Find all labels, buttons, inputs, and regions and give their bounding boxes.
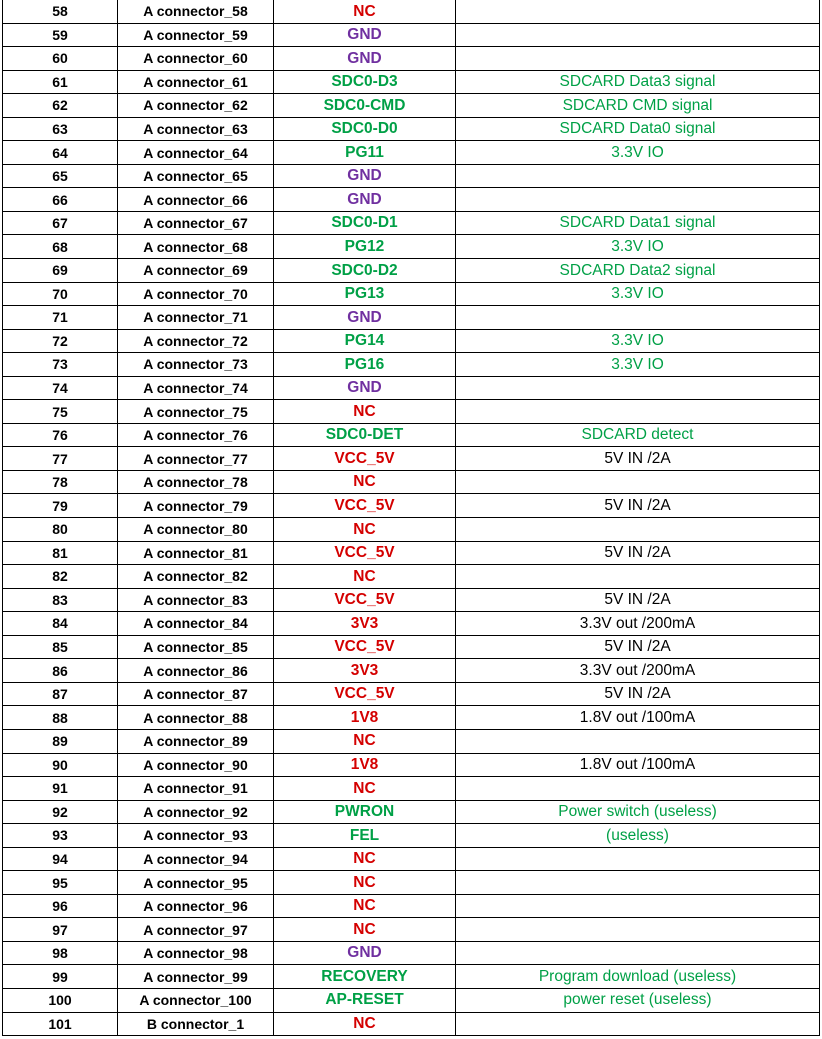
- connector-name-cell: A connector_62: [118, 94, 274, 118]
- pin-number-cell: 86: [3, 659, 118, 683]
- table-row: [3, 706, 820, 730]
- table-row: [3, 259, 820, 283]
- connector-name-cell: A connector_93: [118, 824, 274, 848]
- signal-name-cell: SDC0-DET: [274, 423, 456, 447]
- pin-number-cell: 100: [3, 988, 118, 1012]
- signal-name-cell: 1V8: [274, 753, 456, 777]
- signal-name-cell: GND: [274, 941, 456, 965]
- signal-description-cell: 1.8V out /100mA: [456, 753, 820, 777]
- signal-description-cell: power reset (useless): [456, 988, 820, 1012]
- table-row: [3, 659, 820, 683]
- pin-number-cell: 73: [3, 353, 118, 377]
- table-row: [3, 753, 820, 777]
- signal-name-cell: VCC_5V: [274, 635, 456, 659]
- signal-description-cell: 3.3V out /200mA: [456, 659, 820, 683]
- pin-number-cell: 62: [3, 94, 118, 118]
- pin-number-cell: 69: [3, 259, 118, 283]
- table-row: [3, 494, 820, 518]
- signal-description-cell: SDCARD detect: [456, 423, 820, 447]
- signal-description-cell: [456, 777, 820, 801]
- signal-name-cell: VCC_5V: [274, 588, 456, 612]
- pin-number-cell: 101: [3, 1012, 118, 1036]
- signal-name-cell: AP-RESET: [274, 988, 456, 1012]
- connector-name-cell: A connector_78: [118, 470, 274, 494]
- signal-description-cell: [456, 23, 820, 47]
- pin-number-cell: 67: [3, 211, 118, 235]
- signal-description-cell: [456, 871, 820, 895]
- connector-name-cell: A connector_75: [118, 400, 274, 424]
- table-row: [3, 70, 820, 94]
- signal-description-cell: 5V IN /2A: [456, 588, 820, 612]
- table-row: [3, 94, 820, 118]
- connector-name-cell: A connector_69: [118, 259, 274, 283]
- table-row: [3, 376, 820, 400]
- signal-name-cell: NC: [274, 518, 456, 542]
- pin-number-cell: 80: [3, 518, 118, 542]
- signal-name-cell: 3V3: [274, 612, 456, 636]
- connector-name-cell: A connector_71: [118, 306, 274, 330]
- table-row: [3, 941, 820, 965]
- connector-name-cell: A connector_59: [118, 23, 274, 47]
- signal-description-cell: 3.3V IO: [456, 329, 820, 353]
- pin-number-cell: 93: [3, 824, 118, 848]
- connector-name-cell: A connector_76: [118, 423, 274, 447]
- pin-number-cell: 83: [3, 588, 118, 612]
- signal-name-cell: RECOVERY: [274, 965, 456, 989]
- signal-name-cell: NC: [274, 871, 456, 895]
- signal-name-cell: SDC0-D3: [274, 70, 456, 94]
- signal-description-cell: 3.3V IO: [456, 141, 820, 165]
- connector-name-cell: A connector_72: [118, 329, 274, 353]
- table-row: [3, 188, 820, 212]
- signal-name-cell: 3V3: [274, 659, 456, 683]
- connector-name-cell: A connector_63: [118, 117, 274, 141]
- pin-number-cell: 59: [3, 23, 118, 47]
- signal-description-cell: SDCARD Data1 signal: [456, 211, 820, 235]
- signal-name-cell: NC: [274, 1012, 456, 1036]
- connector-name-cell: A connector_94: [118, 847, 274, 871]
- signal-description-cell: 5V IN /2A: [456, 635, 820, 659]
- pin-number-cell: 70: [3, 282, 118, 306]
- connector-name-cell: A connector_82: [118, 565, 274, 589]
- table-row: [3, 988, 820, 1012]
- table-row: [3, 729, 820, 753]
- table-row: [3, 894, 820, 918]
- signal-name-cell: GND: [274, 188, 456, 212]
- connector-name-cell: A connector_97: [118, 918, 274, 942]
- signal-name-cell: NC: [274, 918, 456, 942]
- pin-number-cell: 79: [3, 494, 118, 518]
- table-row: [3, 871, 820, 895]
- table-row: [3, 682, 820, 706]
- table-row: [3, 1012, 820, 1036]
- pin-number-cell: 71: [3, 306, 118, 330]
- pin-number-cell: 81: [3, 541, 118, 565]
- table-row: [3, 211, 820, 235]
- table-row: [3, 47, 820, 71]
- table-row: [3, 565, 820, 589]
- signal-name-cell: NC: [274, 565, 456, 589]
- connector-name-cell: A connector_73: [118, 353, 274, 377]
- signal-name-cell: GND: [274, 306, 456, 330]
- table-row: [3, 541, 820, 565]
- pin-number-cell: 84: [3, 612, 118, 636]
- table-row: [3, 353, 820, 377]
- signal-name-cell: NC: [274, 894, 456, 918]
- pin-number-cell: 64: [3, 141, 118, 165]
- pin-number-cell: 87: [3, 682, 118, 706]
- connector-name-cell: A connector_98: [118, 941, 274, 965]
- signal-name-cell: VCC_5V: [274, 494, 456, 518]
- pin-number-cell: 85: [3, 635, 118, 659]
- signal-name-cell: NC: [274, 0, 456, 23]
- table-row: [3, 23, 820, 47]
- signal-description-cell: 5V IN /2A: [456, 494, 820, 518]
- pin-number-cell: 68: [3, 235, 118, 259]
- table-row: [3, 918, 820, 942]
- pin-number-cell: 88: [3, 706, 118, 730]
- signal-description-cell: Program download (useless): [456, 965, 820, 989]
- table-row: [3, 306, 820, 330]
- pin-number-cell: 75: [3, 400, 118, 424]
- table-row: [3, 518, 820, 542]
- signal-name-cell: VCC_5V: [274, 682, 456, 706]
- connector-name-cell: A connector_68: [118, 235, 274, 259]
- pin-number-cell: 76: [3, 423, 118, 447]
- signal-name-cell: VCC_5V: [274, 447, 456, 471]
- signal-description-cell: [456, 894, 820, 918]
- connector-name-cell: A connector_74: [118, 376, 274, 400]
- signal-description-cell: [456, 306, 820, 330]
- signal-name-cell: SDC0-CMD: [274, 94, 456, 118]
- signal-description-cell: [456, 376, 820, 400]
- connector-name-cell: A connector_99: [118, 965, 274, 989]
- connector-name-cell: A connector_70: [118, 282, 274, 306]
- pin-number-cell: 91: [3, 777, 118, 801]
- connector-name-cell: A connector_83: [118, 588, 274, 612]
- pin-number-cell: 72: [3, 329, 118, 353]
- signal-description-cell: 5V IN /2A: [456, 541, 820, 565]
- table-row: [3, 612, 820, 636]
- signal-description-cell: [456, 918, 820, 942]
- signal-description-cell: (useless): [456, 824, 820, 848]
- table-row: [3, 847, 820, 871]
- signal-name-cell: VCC_5V: [274, 541, 456, 565]
- table-row: [3, 800, 820, 824]
- signal-name-cell: PG14: [274, 329, 456, 353]
- connector-name-cell: A connector_84: [118, 612, 274, 636]
- signal-description-cell: [456, 941, 820, 965]
- signal-description-cell: 1.8V out /100mA: [456, 706, 820, 730]
- signal-name-cell: FEL: [274, 824, 456, 848]
- pin-number-cell: 65: [3, 164, 118, 188]
- table-row: [3, 635, 820, 659]
- connector-name-cell: A connector_92: [118, 800, 274, 824]
- signal-name-cell: PG12: [274, 235, 456, 259]
- pin-number-cell: 74: [3, 376, 118, 400]
- signal-description-cell: 3.3V IO: [456, 235, 820, 259]
- pin-table-body: [3, 0, 820, 1036]
- signal-name-cell: SDC0-D0: [274, 117, 456, 141]
- pin-number-cell: 97: [3, 918, 118, 942]
- pin-number-cell: 90: [3, 753, 118, 777]
- signal-name-cell: PG16: [274, 353, 456, 377]
- signal-description-cell: [456, 729, 820, 753]
- connector-name-cell: A connector_58: [118, 0, 274, 23]
- connector-name-cell: A connector_77: [118, 447, 274, 471]
- table-row: [3, 117, 820, 141]
- signal-description-cell: [456, 565, 820, 589]
- signal-description-cell: [456, 400, 820, 424]
- connector-name-cell: B connector_1: [118, 1012, 274, 1036]
- connector-name-cell: A connector_85: [118, 635, 274, 659]
- table-row: [3, 588, 820, 612]
- signal-description-cell: [456, 47, 820, 71]
- signal-description-cell: Power switch (useless): [456, 800, 820, 824]
- signal-description-cell: [456, 470, 820, 494]
- table-row: [3, 164, 820, 188]
- connector-name-cell: A connector_95: [118, 871, 274, 895]
- table-row: [3, 329, 820, 353]
- signal-name-cell: NC: [274, 729, 456, 753]
- signal-name-cell: NC: [274, 777, 456, 801]
- signal-name-cell: GND: [274, 23, 456, 47]
- signal-description-cell: 5V IN /2A: [456, 447, 820, 471]
- pin-number-cell: 66: [3, 188, 118, 212]
- table-row: [3, 965, 820, 989]
- table-row: [3, 470, 820, 494]
- signal-description-cell: SDCARD Data0 signal: [456, 117, 820, 141]
- signal-name-cell: NC: [274, 470, 456, 494]
- connector-name-cell: A connector_81: [118, 541, 274, 565]
- signal-description-cell: 3.3V IO: [456, 282, 820, 306]
- table-row: [3, 282, 820, 306]
- signal-description-cell: 3.3V out /200mA: [456, 612, 820, 636]
- signal-description-cell: SDCARD Data3 signal: [456, 70, 820, 94]
- signal-name-cell: NC: [274, 847, 456, 871]
- table-row: [3, 235, 820, 259]
- connector-name-cell: A connector_91: [118, 777, 274, 801]
- table-row: [3, 0, 820, 23]
- table-row: [3, 447, 820, 471]
- connector-name-cell: A connector_61: [118, 70, 274, 94]
- signal-name-cell: NC: [274, 400, 456, 424]
- connector-name-cell: A connector_80: [118, 518, 274, 542]
- signal-name-cell: 1V8: [274, 706, 456, 730]
- pin-number-cell: 77: [3, 447, 118, 471]
- pin-number-cell: 82: [3, 565, 118, 589]
- signal-description-cell: [456, 188, 820, 212]
- signal-description-cell: [456, 518, 820, 542]
- signal-description-cell: [456, 0, 820, 23]
- signal-name-cell: SDC0-D1: [274, 211, 456, 235]
- signal-name-cell: SDC0-D2: [274, 259, 456, 283]
- signal-name-cell: PG11: [274, 141, 456, 165]
- signal-name-cell: GND: [274, 376, 456, 400]
- connector-name-cell: A connector_87: [118, 682, 274, 706]
- table-row: [3, 141, 820, 165]
- connector-name-cell: A connector_88: [118, 706, 274, 730]
- pin-number-cell: 61: [3, 70, 118, 94]
- pin-number-cell: 98: [3, 941, 118, 965]
- connector-name-cell: A connector_96: [118, 894, 274, 918]
- pin-number-cell: 63: [3, 117, 118, 141]
- signal-name-cell: GND: [274, 164, 456, 188]
- signal-description-cell: [456, 164, 820, 188]
- connector-name-cell: A connector_86: [118, 659, 274, 683]
- connector-name-cell: A connector_100: [118, 988, 274, 1012]
- connector-name-cell: A connector_67: [118, 211, 274, 235]
- pin-number-cell: 95: [3, 871, 118, 895]
- signal-name-cell: PWRON: [274, 800, 456, 824]
- connector-name-cell: A connector_64: [118, 141, 274, 165]
- table-row: [3, 400, 820, 424]
- pin-number-cell: 92: [3, 800, 118, 824]
- connector-name-cell: A connector_66: [118, 188, 274, 212]
- signal-description-cell: SDCARD Data2 signal: [456, 259, 820, 283]
- signal-description-cell: [456, 847, 820, 871]
- table-row: [3, 824, 820, 848]
- signal-name-cell: PG13: [274, 282, 456, 306]
- pin-number-cell: 94: [3, 847, 118, 871]
- pin-number-cell: 78: [3, 470, 118, 494]
- pin-table: [2, 0, 820, 1036]
- pin-number-cell: 99: [3, 965, 118, 989]
- connector-name-cell: A connector_79: [118, 494, 274, 518]
- connector-name-cell: A connector_89: [118, 729, 274, 753]
- signal-name-cell: GND: [274, 47, 456, 71]
- pin-number-cell: 60: [3, 47, 118, 71]
- pin-number-cell: 96: [3, 894, 118, 918]
- connector-name-cell: A connector_90: [118, 753, 274, 777]
- pin-number-cell: 89: [3, 729, 118, 753]
- table-row: [3, 423, 820, 447]
- connector-name-cell: A connector_65: [118, 164, 274, 188]
- connector-name-cell: A connector_60: [118, 47, 274, 71]
- pin-number-cell: 58: [3, 0, 118, 23]
- signal-description-cell: [456, 1012, 820, 1036]
- signal-description-cell: 3.3V IO: [456, 353, 820, 377]
- signal-description-cell: SDCARD CMD signal: [456, 94, 820, 118]
- signal-description-cell: 5V IN /2A: [456, 682, 820, 706]
- table-row: [3, 777, 820, 801]
